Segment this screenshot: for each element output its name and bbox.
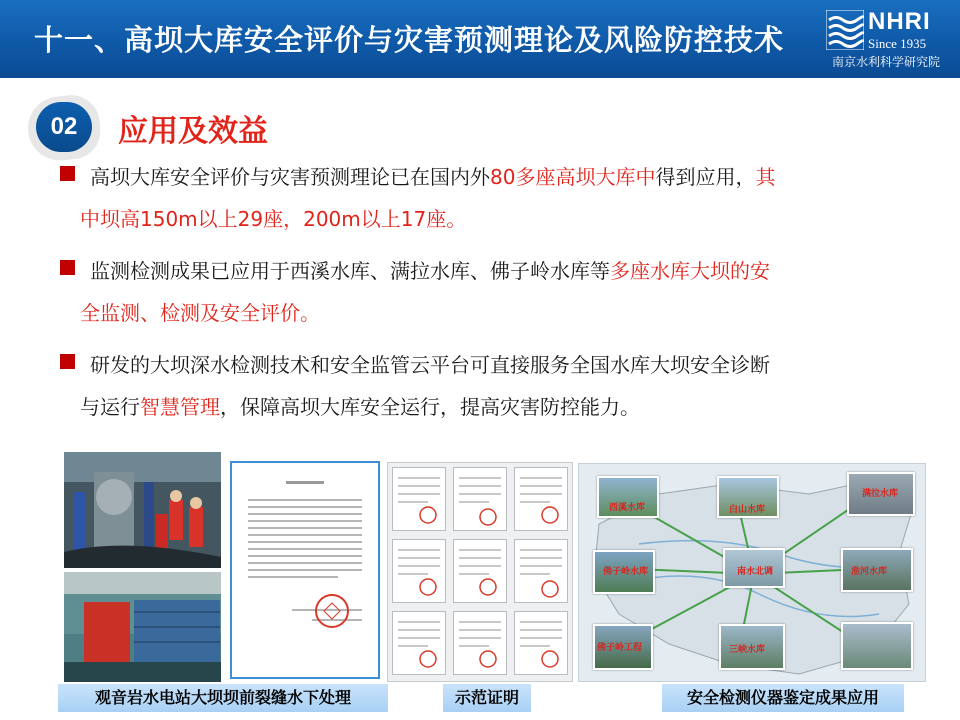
reservoir-photo — [841, 622, 913, 670]
application-map — [578, 463, 926, 682]
bullet-line: 研发的大坝深水检测技术和安全监管云平台可直接服务全国水库大坝安全诊断 — [90, 353, 770, 377]
logo-since: Since 1935 — [868, 36, 927, 51]
slide-title: 十一、高坝大库安全评价与灾害预测理论及风险防控技术 — [34, 23, 785, 57]
bullet-text: 得到应用， — [655, 165, 756, 189]
dam-photo-image — [64, 572, 221, 682]
document-lines-overlay — [388, 463, 573, 682]
map-label: 南水北调 — [737, 567, 774, 577]
bullet-highlight: 多座水库大坝的安 — [610, 259, 770, 283]
bullet-highlight: 其 — [755, 165, 776, 189]
map-label: 佛子岭工程 — [597, 643, 643, 653]
bullet-highlight: 中坝高150m以上29座，200m以上17座。 — [80, 207, 467, 231]
crew-photo-image — [64, 452, 221, 568]
bullet-highlight: 全监测、检测及安全评价。 — [80, 301, 320, 325]
map-label: 淮河水库 — [851, 567, 888, 577]
bullet-item-3 — [62, 344, 930, 428]
bullet-line — [62, 156, 930, 198]
section-title: 应用及效益 — [118, 114, 268, 149]
section-badge — [28, 96, 100, 160]
logo-abbreviation: NHRI — [868, 8, 931, 35]
bullet-square-icon — [60, 166, 75, 181]
wave-logo-icon — [826, 10, 864, 50]
bullet-highlight: 智慧管理 — [140, 395, 220, 419]
bullet-text: 监测检测成果已应用于西溪水库、满拉水库、佛子岭水库等 — [90, 259, 610, 283]
map-label: 白山水库 — [729, 505, 766, 515]
bullet-text: 高坝大库安全评价与灾害预测理论已在国内外 — [90, 165, 490, 189]
document-page-image — [232, 463, 378, 677]
bullet-square-icon — [60, 260, 75, 275]
certificate-document — [230, 461, 380, 679]
caption-instrument-application: 安全检测仪器鉴定成果应用 — [662, 684, 904, 712]
logo-institute-name: 南京水利科学研究院 — [831, 55, 940, 69]
bullet-item-1 — [62, 156, 930, 240]
bullet-line — [62, 250, 930, 292]
bullet-text: 与运行 — [80, 395, 140, 419]
bullet-highlight: 80多座高坝大库中 — [490, 165, 656, 189]
photo-dam-equipment — [64, 572, 221, 682]
map-label: 满拉水库 — [862, 489, 899, 499]
header-bar — [0, 0, 960, 78]
map-label: 西溪水库 — [609, 503, 646, 513]
nhri-logo — [822, 6, 950, 72]
photo-crew-operation — [64, 452, 221, 568]
bullet-line — [62, 386, 930, 428]
map-label: 佛子岭水库 — [603, 567, 649, 577]
map-label: 三峡水库 — [729, 645, 766, 655]
demonstration-documents — [387, 462, 573, 682]
caption-demonstration: 示范证明 — [443, 684, 531, 712]
caption-underwater-treatment: 观音岩水电站大坝坝前裂缝水下处理 — [58, 684, 388, 712]
bullet-square-icon — [60, 354, 75, 369]
bullet-item-2 — [62, 250, 930, 334]
section-number: 02 — [36, 102, 92, 152]
bullet-text: ，保障高坝大库安全运行，提高灾害防控能力。 — [220, 395, 640, 419]
